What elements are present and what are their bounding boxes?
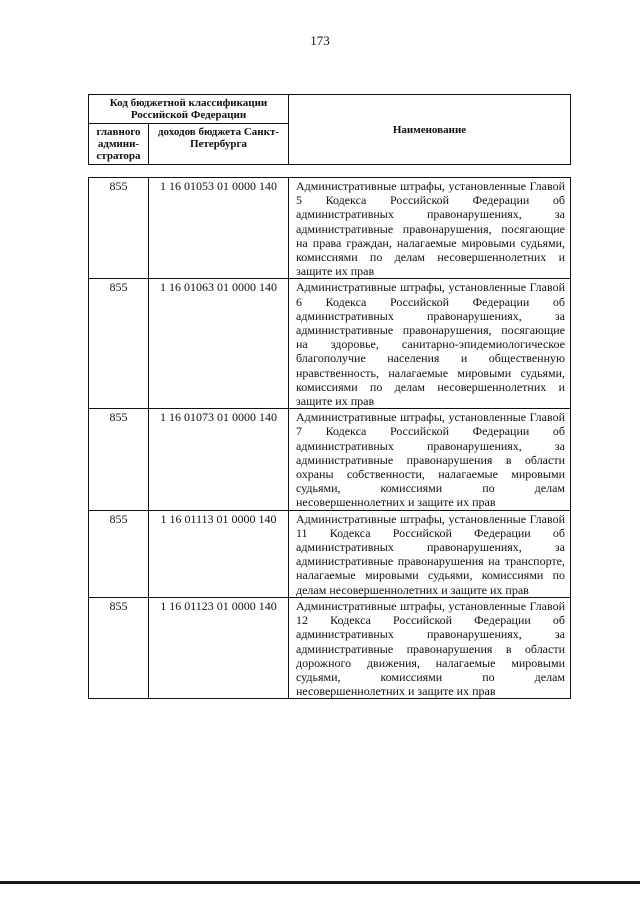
description-cell: Административные штрафы, установленные Главой 7 Кодекса Российской Федерации об административных правонарушениях, за административные правонарушения в области охраны собственности, налагаемые мировыми судьями, комиссиями по делам несовершеннолетних и защите их прав: [289, 409, 571, 510]
table-row: [89, 178, 571, 279]
description-cell: Административные штрафы, установленные Главой 12 Кодекса Российской Федерации об административных правонарушениях, за административные правонарушения в области дорожного движения, налагаемые мировыми судьями, комиссиями по делам несовершеннолетних и защите их прав: [289, 597, 571, 698]
header-admin-column: главного админи-стратора: [89, 124, 149, 165]
table-row: [89, 409, 571, 510]
income-code-cell: 1 16 01053 01 0000 140: [149, 178, 289, 279]
admin-code-cell: 855: [89, 510, 149, 597]
description-cell: Административные штрафы, установленные Главой 5 Кодекса Российской Федерации об административных правонарушениях, за административные правонарушения, посягающие на права граждан, налагаемые мировыми судьями, комиссиями по делам несовершеннолетних и защите их прав: [289, 178, 571, 279]
header-table: [88, 94, 571, 165]
income-code-cell: 1 16 01123 01 0000 140: [149, 597, 289, 698]
admin-code-cell: 855: [89, 597, 149, 698]
page-number: 173: [310, 33, 330, 48]
classification-table: [88, 177, 571, 699]
description-cell: Административные штрафы, установленные Главой 11 Кодекса Российской Федерации об административных правонарушениях, за административные правонарушения на транспорте, налагаемые мировыми судьями, комиссиями по делам несовершеннолетних и защите их прав: [289, 510, 571, 597]
table-row: [89, 279, 571, 409]
header-income-column: доходов бюджета Санкт-Петербурга: [149, 124, 289, 165]
table-row: [89, 510, 571, 597]
header-group-title: Код бюджетной классификации Российской Федерации: [89, 95, 289, 124]
admin-code-cell: 855: [89, 279, 149, 409]
admin-code-cell: 855: [89, 409, 149, 510]
income-code-cell: 1 16 01063 01 0000 140: [149, 279, 289, 409]
table-body: [89, 178, 571, 699]
income-code-cell: 1 16 01113 01 0000 140: [149, 510, 289, 597]
income-code-cell: 1 16 01073 01 0000 140: [149, 409, 289, 510]
header-name-column: Наименование: [289, 95, 571, 165]
description-cell: Административные штрафы, установленные Главой 6 Кодекса Российской Федерации об административных правонарушениях, за административные правонарушения, посягающие на здоровье, санитарно-эпидемиологическое благополучие населения и общественную нравственность, налагаемые мировыми судьями, комиссиями по делам несовершеннолетних и защите их прав: [289, 279, 571, 409]
table-row: [89, 597, 571, 698]
footer-rule: [0, 881, 640, 884]
admin-code-cell: 855: [89, 178, 149, 279]
